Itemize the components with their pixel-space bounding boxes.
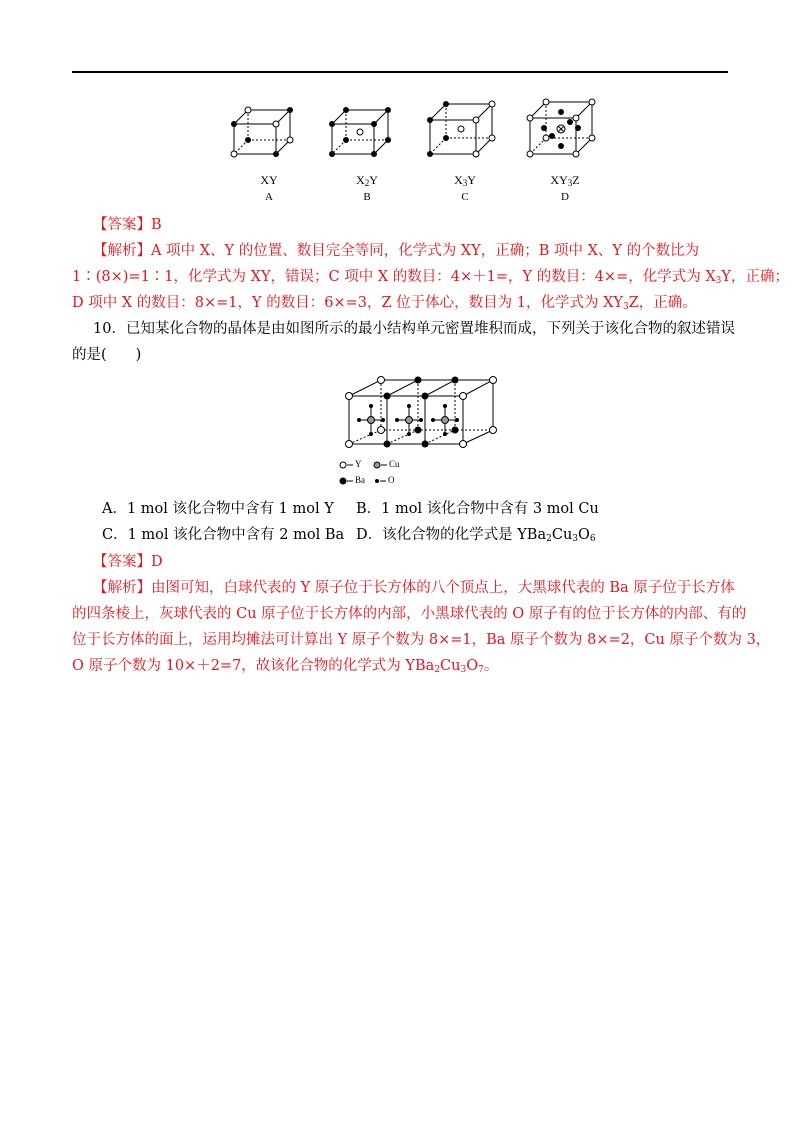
q9-answer-label: 【答案】 [93,217,151,233]
q10-stem-line1: 10．已知某化合物的晶体是由如图所示的最小结构单元密置堆积而成，下列关于该化合物的叙述错误 [93,321,735,337]
q10-answer [93,549,753,575]
q9-analysis-line1: 【解析】A 项中 X、Y 的位置、数目完全等同，化学式为 XY，正确；B 项中 X、Y 的个数比为 [93,243,700,259]
q10-stem-line2: 的是( ) [72,347,142,363]
cube-a [230,96,308,208]
q10-analysis-line3: 位于长方体的面上，运用均摊法可计算出 Y 原子个数为 8×=1，Ba 原子个数为 8×=2，Cu 原子个数为 3， [72,632,771,648]
q10-answer-label: 【答案】 [93,554,151,570]
q9-analysis-line2: 1∶(8×)=1∶1，化学式为 XY，错误；C 项中 X 的数目：4×＋1=，Y 的数目：4×=，化学式为 $X_3Y$，正确； [72,269,789,286]
cube-a-letter: A [265,191,273,203]
q9-answer-value: B [151,217,162,233]
option-a: A．1 mol 该化合物中含有 1 mol Y [102,501,334,517]
option-c: C．1 mol 该化合物中含有 2 mol Ba [102,527,345,543]
cube-c-diagram [426,96,504,172]
q10-analysis-label: 【解析】 [93,580,151,596]
cube-c-letter: C [461,191,469,203]
q9-analysis-label: 【解析】 [93,243,151,259]
cube-b [328,96,406,208]
cube-b-diagram [328,96,406,172]
legend-o-label: O [388,475,395,485]
q9-analysis-line3: D 项中 X 的数目：8×=1，Y 的数目：6×=3，Z 位于体心，数目为 1，化学式为 $XY_3Z$，正确。 [72,295,697,312]
q10-analysis-line1: 【解析】由图可知，白球代表的 Y 原子位于长方体的八个顶点上，大黑球代表的 Ba 原子位于长方体 [93,580,735,596]
cube-d-formula: $XY_3Z$ [550,173,580,188]
legend-ba-label: Ba [355,475,365,485]
cube-b-formula: $X_2Y$ [356,173,378,188]
q10-answer-value: D [151,554,163,570]
q10-analysis-line4: O 原子个数为 10×＋2=7，故该化合物的化学式为 $YBa_2Cu_3O_7$。 [72,658,499,675]
cube-c [426,96,504,208]
option-d: D．该化合物的化学式是 $YBa_2Cu_3O_6$ [356,527,596,544]
cube-a-formula: XY [260,173,278,187]
cube-b-letter: B [363,191,371,203]
figure-ybco-cell [335,374,505,492]
legend-cu-label: Cu [389,459,400,469]
q10-analysis-line2: 的四条棱上，灰球代表的 Cu 原子位于长方体的内部，小黑球代表的 O 原子有的位于长方体的内部、有的 [72,606,747,622]
cube-d-diagram [526,96,604,172]
cube-d-letter: D [561,191,569,203]
option-b: B．1 mol 该化合物中含有 3 mol Cu [356,501,599,517]
cube-a-diagram [230,96,308,172]
legend-y-label: Y [355,459,362,469]
cube-c-formula: $X_3Y$ [454,173,476,188]
q9-answer [93,212,753,238]
figure-crystal-cells [220,96,610,208]
cube-d [526,96,604,208]
header-rule [72,71,728,73]
